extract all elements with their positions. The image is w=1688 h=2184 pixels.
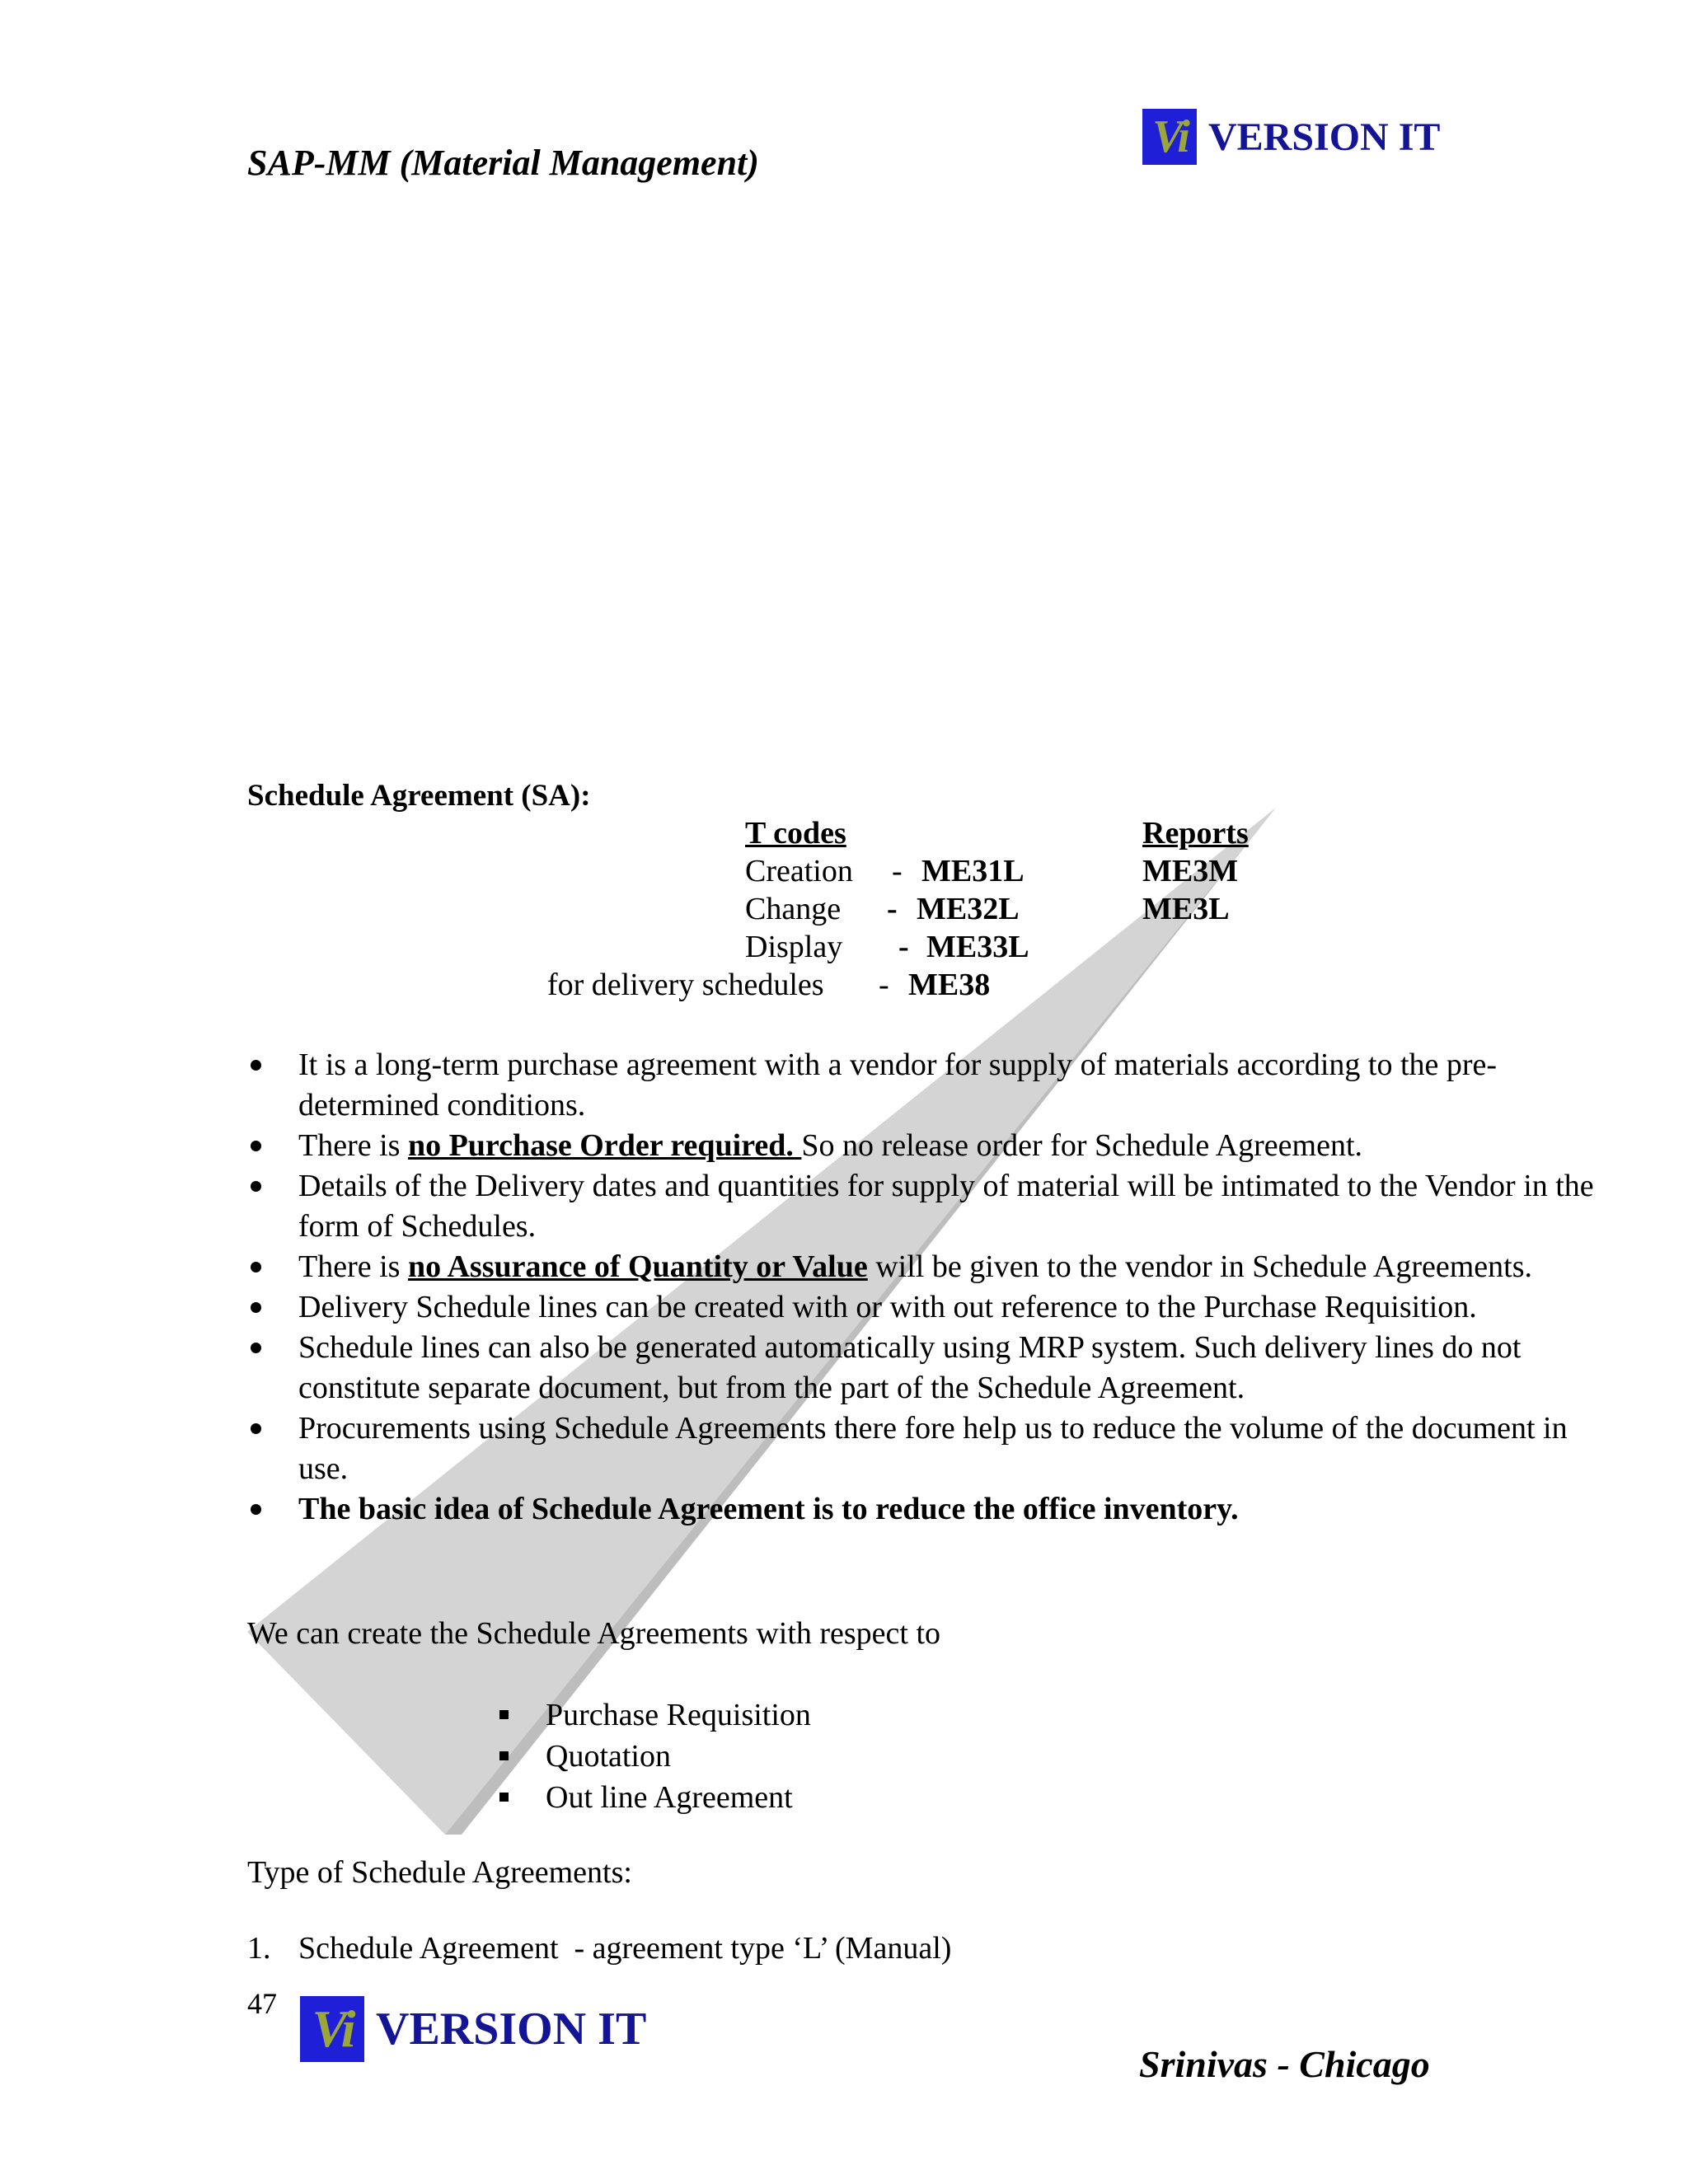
tcode-row-change-dash: - xyxy=(887,892,898,926)
header-logo xyxy=(1142,109,1440,165)
version-it-logo-icon: Vi xyxy=(1142,109,1197,165)
list-item: Quotation xyxy=(498,1736,811,1777)
list-item: It is a long-term purchase agreement with a vendor for supply of materials according to the pre-determined conditions. xyxy=(247,1045,1599,1126)
emphasis-no-assurance: no Assurance of Quantity or Value xyxy=(407,1249,868,1284)
list-item: Schedule lines can also be generated automatically using MRP system. Such delivery lines do not constitute separate document, but from the part of the Schedule Agreement. xyxy=(247,1328,1599,1408)
types-item-number: 1. xyxy=(247,1931,271,1966)
bullet-icon xyxy=(251,1060,261,1071)
tcode-row-creation-dash: - xyxy=(892,854,903,888)
bullet-icon xyxy=(251,1141,261,1151)
tcodes-header: T codes xyxy=(745,816,846,851)
tcode-row-display-label: Display xyxy=(745,930,843,964)
document-title: SAP-MM (Material Management) xyxy=(247,143,759,183)
report-me3l: ME3L xyxy=(1142,892,1230,926)
list-item: There is no Purchase Order required. So no release order for Schedule Agreement. xyxy=(247,1126,1599,1166)
page-number: 47 xyxy=(247,1987,277,2020)
footer-author: Srinivas - Chicago xyxy=(1139,2043,1430,2085)
respect-list xyxy=(498,1694,811,1818)
bullet-icon xyxy=(251,1423,261,1434)
square-bullet-icon xyxy=(499,1751,509,1760)
list-item: There is no Assurance of Quantity or Value will be given to the vendor in Schedule Agreements. xyxy=(247,1247,1599,1287)
tcode-row-creation-label: Creation xyxy=(745,854,853,888)
bullet-icon xyxy=(251,1504,261,1515)
header-logo-text: VERSION IT xyxy=(1208,115,1441,159)
section-heading: Schedule Agreement (SA): xyxy=(247,779,591,813)
square-bullet-icon xyxy=(499,1793,509,1802)
tcode-row-display-dash: - xyxy=(898,930,909,964)
version-it-logo-icon: Vi xyxy=(300,1996,364,2062)
list-item: Procurements using Schedule Agreements there fore help us to reduce the volume of the document in use. xyxy=(247,1408,1599,1489)
footer-logo xyxy=(300,1996,646,2062)
reports-header: Reports xyxy=(1142,816,1249,851)
list-item: Purchase Requisition xyxy=(498,1694,811,1736)
bullet-icon xyxy=(251,1181,261,1192)
report-me3m: ME3M xyxy=(1142,854,1239,888)
list-item: Out line Agreement xyxy=(498,1777,811,1818)
list-item: Delivery Schedule lines can be created with or with out reference to the Purchase Requisition. xyxy=(247,1287,1599,1328)
tcode-row-creation-code: ME31L xyxy=(921,854,1025,888)
square-bullet-icon xyxy=(499,1710,509,1719)
bullet-icon xyxy=(251,1262,261,1272)
tcode-row-change-label: Change xyxy=(745,892,842,926)
respect-intro: We can create the Schedule Agreements with respect to xyxy=(247,1616,941,1651)
list-item: Details of the Delivery dates and quantities for supply of material will be intimated to the Vendor in the form of Schedules. xyxy=(247,1166,1599,1247)
tcode-row-delivery-label: for delivery schedules xyxy=(547,968,824,1002)
types-item-text: Schedule Agreement - agreement type ‘L’ (Manual) xyxy=(298,1931,952,1966)
bullet-icon xyxy=(251,1302,261,1313)
emphasis-no-purchase-order: no Purchase Order required. xyxy=(407,1128,802,1163)
bullet-icon xyxy=(251,1343,261,1353)
footer-logo-text: VERSION IT xyxy=(376,2004,647,2055)
tcode-row-delivery-code: ME38 xyxy=(908,968,991,1002)
tcode-row-display-code: ME33L xyxy=(926,930,1029,964)
bullet-list xyxy=(247,1045,1599,1530)
tcode-row-delivery-dash: - xyxy=(879,968,889,1002)
types-intro: Type of Schedule Agreements: xyxy=(247,1855,632,1890)
tcode-row-change-code: ME32L xyxy=(917,892,1020,926)
list-item: The basic idea of Schedule Agreement is to reduce the office inventory. xyxy=(247,1489,1599,1530)
